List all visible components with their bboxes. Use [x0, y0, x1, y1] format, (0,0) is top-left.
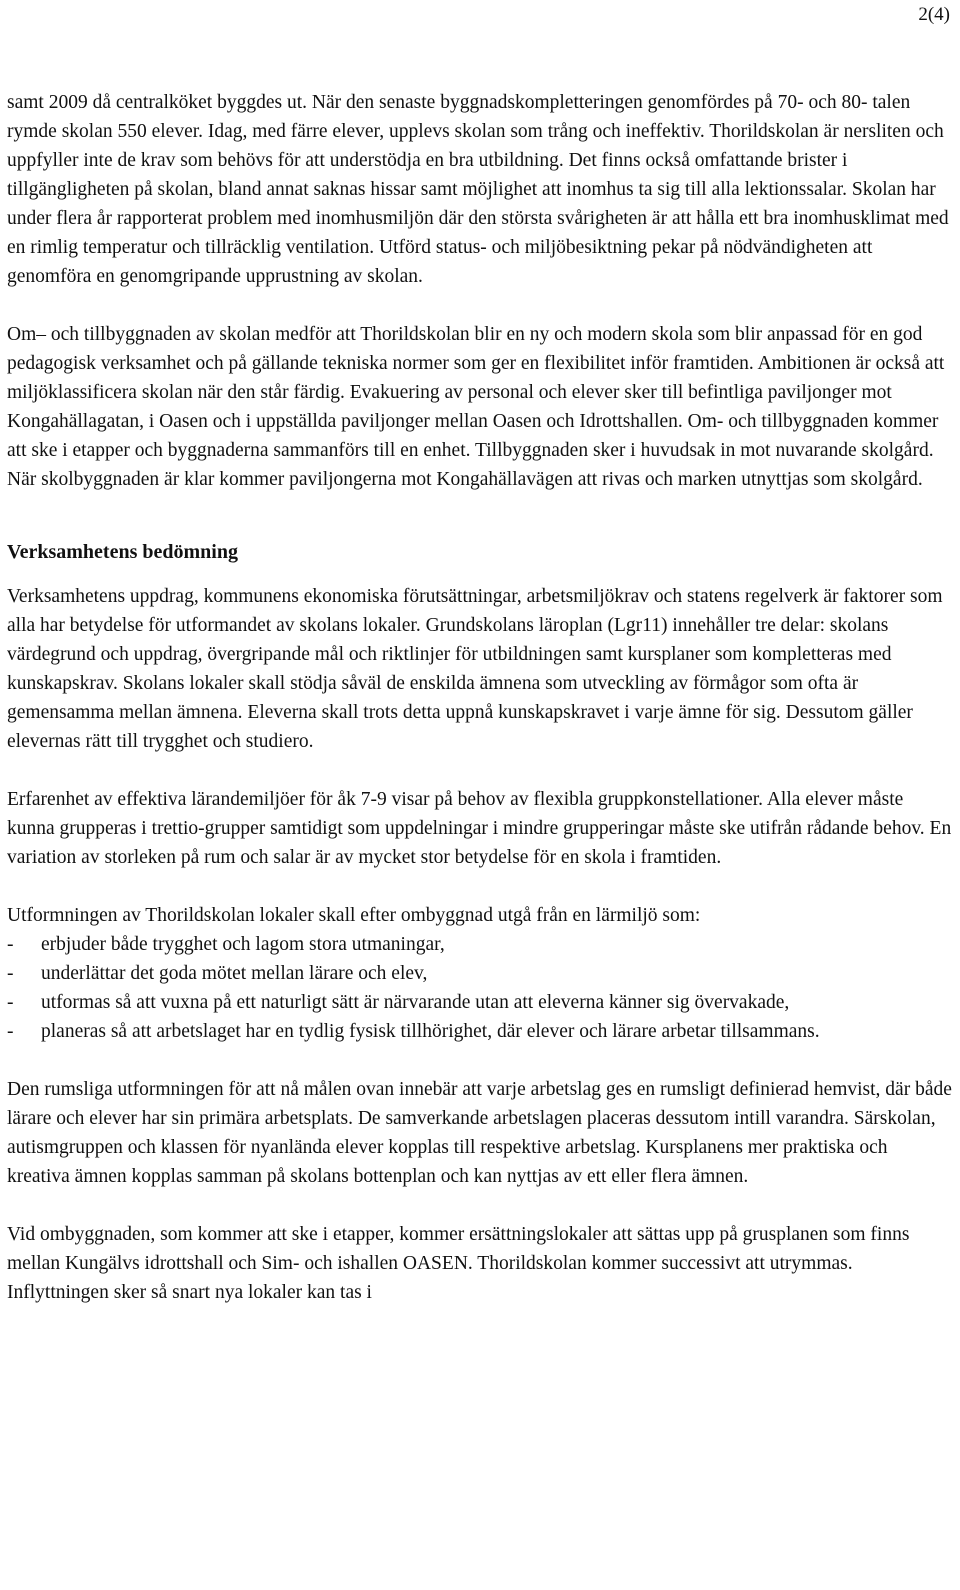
dash-marker: -: [7, 992, 14, 1013]
list-item: [7, 1017, 953, 1046]
requirements-list: [7, 930, 953, 1046]
list-item-text: planeras så att arbetslaget har en tydlig fysisk tillhörighet, där elever och lärare arbetar tillsammans.: [41, 1021, 820, 1042]
dash-marker: -: [7, 1021, 14, 1042]
list-item-text: underlättar det goda mötet mellan lärare och elev,: [41, 963, 428, 984]
paragraph-school-condition: samt 2009 då centralköket byggdes ut. När den senaste byggnadskompletteringen genomfördes på 70- och 80- talen rymde skolan 550 elever. Idag, med färre elever, upplevs skolan som trång och ineffektiv. Thorildskolan är nersliten och uppfyller inte de krav som behövs för att understödja en bra utbildning. Det finns också omfattande brister i tillgängligheten på skolan, bland annat saknas hissar samt möjlighet att inomhus ta sig till alla lektionssalar. Skolan har under flera år rapporterat problem med inomhusmiljön där den största svårigheten är att hålla ett bra inomhusklimat med en rimlig temperatur och tillräcklig ventilation. Utförd status- och miljöbesiktning pekar på nödvändigheten att genomföra en genomgripande upprustning av skolan.: [7, 92, 949, 287]
paragraph-spatial-design: Den rumsliga utformningen för att nå målen ovan innebär att varje arbetslag ges en rumsligt definierad hemvist, där både lärare och elever har sin primära arbetsplats. De samverkande arbetslagen placeras dessutom intill varandra. Särskolan, autismgruppen och klassen för nyanlända elever kopplas till respektive arbetslag. Kursplanens mer praktiska och kreativa ämnen kopplas samman på skolans bottenplan och kan nyttjas av ett eller flera ämnen.: [7, 1079, 952, 1187]
dash-marker: -: [7, 963, 14, 984]
list-item-text: erbjuder både trygghet och lagom stora utmaningar,: [41, 934, 445, 955]
paragraph-list-intro: Utformningen av Thorildskolan lokaler skall efter ombyggnad utgå från en lärmiljö som:: [7, 905, 701, 926]
list-item: [7, 988, 953, 1017]
list-item-text: utformas så att vuxna på ett naturligt sätt är närvarande utan att eleverna känner sig övervakade,: [41, 992, 790, 1013]
paragraph-temporary-premises: Vid ombyggnaden, som kommer att ske i etapper, kommer ersättningslokaler att sättas upp på grusplanen som finns mellan Kungälvs idrottshall och Sim- och ishallen OASEN. Thorildskolan kommer successivt att utrymmas. Inflyttningen sker så snart nya lokaler kan tas i: [7, 1224, 910, 1303]
page-number: 2(4): [918, 4, 950, 25]
paragraph-renovation-plan: Om– och tillbyggnaden av skolan medför att Thorildskolan blir en ny och modern skola som blir anpassad för en god pedagogisk verksamhet och på gällande tekniska normer som ger en flexibilitet inför framtiden. Ambitionen är också att miljöklassificera skolan när den står färdig. Evakuering av personal och elever sker till befintliga paviljonger mot Kongahällagatan, i Oasen och i uppställda paviljonger mellan Oasen och Idrottshallen. Om- och tillbyggnaden kommer att ske i etapper och byggnaderna sammanförs till en enhet. Tillbyggnaden sker i huvudsak in mot nuvarande skolgård. När skolbyggnaden är klar kommer paviljongerna mot Kongahällavägen att rivas och marken utnyttjas som skolgård.: [7, 324, 945, 490]
paragraph-learning-environments: Erfarenhet av effektiva lärandemiljöer för åk 7-9 visar på behov av flexibla gruppkonstellationer. Alla elever måste kunna grupperas i trettio-grupper samtidigt som uppdelningar i mindre grupperingar måste ske utifrån rådande behov. En variation av storleken på rum och salar är av mycket stor betydelse för en skola i framtiden.: [7, 789, 952, 868]
paragraph-mission: Verksamhetens uppdrag, kommunens ekonomiska förutsättningar, arbetsmiljökrav och statens regelverk är faktorer som alla har betydelse för utformandet av skolans lokaler. Grundskolans läroplan (Lgr11) innehåller tre delar: skolans värdegrund och uppdrag, övergripande mål och riktlinjer för utbildningen samt kursplaner som kompletteras med kunskapskrav. Skolans lokaler skall stödja såväl de enskilda ämnena som utveckling av förmågor som ofta är gemensamma mellan ämnena. Eleverna skall trots detta uppnå kunskapskravet i varje ämne för sig. Dessutom gäller elevernas rätt till trygghet och studiero.: [7, 586, 943, 752]
document-body: [7, 88, 953, 1307]
section-heading: Verksamhetens bedömning: [7, 541, 238, 563]
list-item: [7, 959, 953, 988]
dash-marker: -: [7, 934, 14, 955]
list-item: [7, 930, 953, 959]
